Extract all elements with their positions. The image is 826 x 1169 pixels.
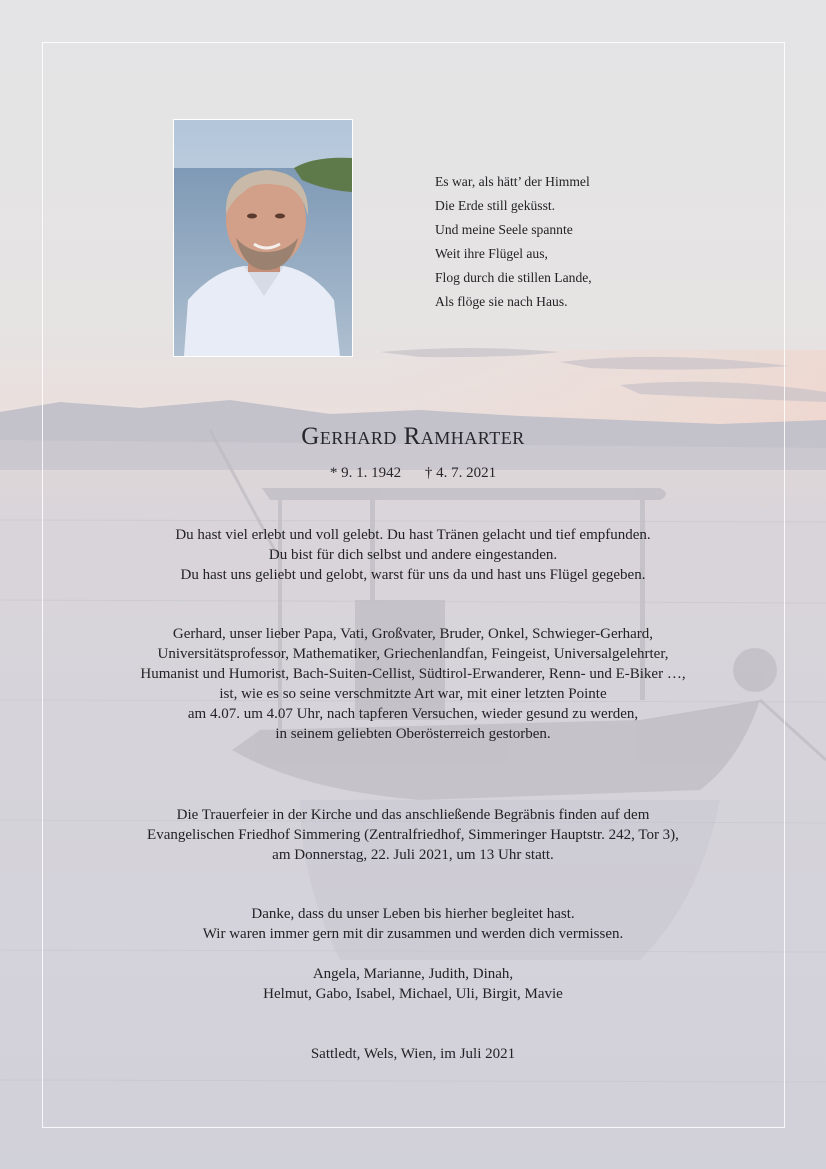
announcement-line: Gerhard, unser lieber Papa, Vati, Großvater, Bruder, Onkel, Schwieger-Gerhard, (172, 626, 654, 642)
announcement-line: Humanist und Humorist, Bach-Suiten-Cellist, Südtirol-Erwanderer, Renn- und E-Biker …, (140, 666, 686, 682)
tribute-text (0, 525, 826, 585)
announcement-line: in seinem geliebten Oberösterreich gestorben. (275, 726, 551, 742)
announcement-line: ist, wie es so seine verschmitzte Art war, mit einer letzten Pointe (219, 686, 607, 702)
place-and-date: Sattledt, Wels, Wien, im Juli 2021 (310, 1046, 516, 1062)
tribute-line: Du hast viel erlebt und voll gelebt. Du hast Tränen gelacht und tief empfunden. (175, 527, 651, 543)
tribute-line: Du hast uns geliebt und gelobt, warst für uns da und hast uns Flügel gegeben. (180, 567, 646, 583)
mourners-list (0, 964, 826, 1004)
thanks-line: Danke, dass du unser Leben bis hierher begleitet hast. (251, 906, 575, 922)
life-dates (0, 465, 826, 482)
portrait-photo (173, 119, 353, 357)
thanks-line: Wir waren immer gern mit dir zusammen und werden dich vermissen. (202, 926, 624, 942)
poem-line: Flog durch die stillen Lande, (435, 270, 592, 285)
death-date: † 4. 7. 2021 (424, 465, 497, 481)
poem-line: Es war, als hätt’ der Himmel (435, 174, 590, 189)
poem-line: Als flöge sie nach Haus. (435, 294, 568, 309)
funeral-line: am Donnerstag, 22. Juli 2021, um 13 Uhr statt. (272, 847, 554, 863)
tribute-line: Du bist für dich selbst und andere eingestanden. (268, 547, 558, 563)
funeral-details (0, 805, 826, 865)
death-announcement (0, 624, 826, 744)
poem-line: Weit ihre Flügel aus, (435, 246, 548, 261)
deceased-name: Gerhard Ramharter (301, 423, 525, 450)
poem-line: Die Erde still geküsst. (435, 198, 556, 213)
poem-line: Und meine Seele spannte (435, 222, 573, 237)
mourners-line: Helmut, Gabo, Isabel, Michael, Uli, Birgit, Mavie (263, 986, 563, 1002)
birth-date: * 9. 1. 1942 (329, 465, 402, 481)
funeral-line: Die Trauerfeier in der Kirche und das anschließende Begräbnis finden auf dem (176, 807, 650, 823)
poem (435, 170, 755, 314)
announcement-line: am 4.07. um 4.07 Uhr, nach tapferen Versuchen, wieder gesund zu werden, (187, 706, 639, 722)
mourners-line: Angela, Marianne, Judith, Dinah, (312, 966, 514, 982)
thanks-text (0, 904, 826, 944)
announcement-line: Universitätsprofessor, Mathematiker, Griechenlandfan, Feingeist, Universalgelehrter, (157, 646, 669, 662)
funeral-line: Evangelischen Friedhof Simmering (Zentralfriedhof, Simmeringer Hauptstr. 242, Tor 3), (147, 827, 679, 843)
